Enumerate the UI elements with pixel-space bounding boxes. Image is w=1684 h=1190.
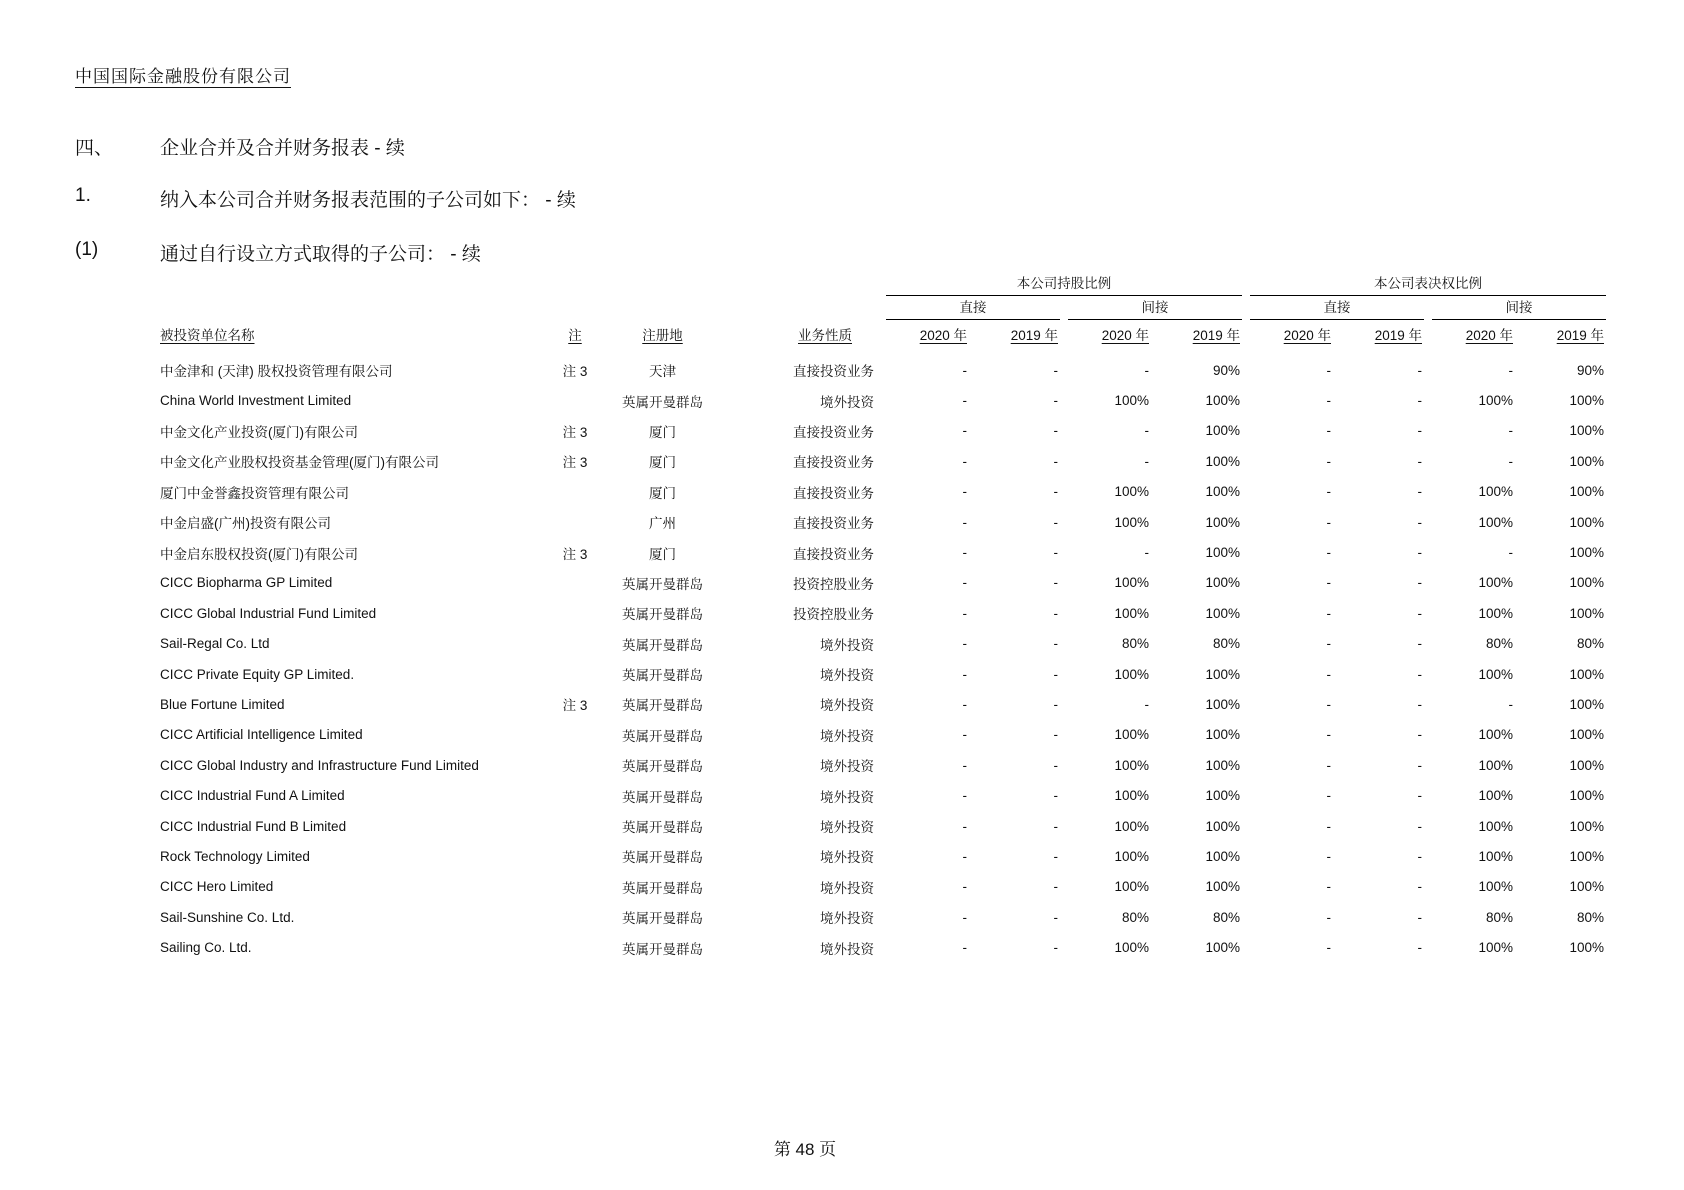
table-row	[160, 750, 1610, 780]
business-nature: 直接投资业务	[793, 485, 874, 501]
table-body	[160, 344, 1610, 963]
ratio-value: 100%	[1205, 575, 1240, 591]
company-name: CICC Global Industrial Fund Limited	[160, 605, 377, 621]
company-name: 中金文化产业投资(厦门)有限公司	[160, 424, 358, 440]
year-header: 2019 年	[1010, 328, 1058, 343]
ratio-value: 100%	[1478, 818, 1513, 834]
ratio-value: 100%	[1569, 757, 1604, 773]
ratio-value: 80%	[1576, 909, 1604, 925]
business-nature: 直接投资业务	[793, 364, 874, 380]
table-column-header-row	[160, 320, 1610, 344]
ratio-value: -	[1417, 636, 1422, 652]
ratio-value: 100%	[1205, 818, 1240, 834]
table-row	[160, 385, 1610, 415]
year-header: 2020 年	[919, 328, 967, 343]
header-spacer	[160, 272, 882, 296]
note-ref: 注 3	[562, 424, 588, 440]
ratio-value: -	[962, 362, 967, 378]
ratio-value: -	[1417, 848, 1422, 864]
ratio-value: 100%	[1114, 848, 1149, 864]
ratio-value: -	[1053, 514, 1058, 530]
registered-place: 英属开曼群岛	[622, 759, 703, 775]
note-ref	[545, 811, 605, 841]
ratio-value: 80%	[1485, 636, 1513, 652]
business-nature: 境外投资	[820, 941, 874, 957]
ratio-value: -	[1326, 514, 1331, 530]
section-heading-3	[75, 239, 1614, 266]
ratio-value: 100%	[1478, 514, 1513, 530]
ratio-value: -	[1144, 423, 1149, 439]
table-row	[160, 811, 1610, 841]
ratio-value: -	[1144, 362, 1149, 378]
table-row	[160, 932, 1610, 962]
ratio-value: 100%	[1205, 788, 1240, 804]
ratio-value: 100%	[1478, 848, 1513, 864]
ratio-value: -	[1417, 575, 1422, 591]
ratio-value: 100%	[1569, 788, 1604, 804]
ratio-value: -	[962, 818, 967, 834]
table-row	[160, 720, 1610, 750]
note-ref	[545, 659, 605, 689]
section-number: (1)	[75, 239, 99, 260]
ratio-value: 100%	[1478, 727, 1513, 743]
ratio-value: -	[1417, 788, 1422, 804]
ratio-value: -	[1417, 818, 1422, 834]
company-name: Blue Fortune Limited	[160, 696, 285, 712]
ratio-value: 100%	[1569, 514, 1604, 530]
note-ref	[545, 902, 605, 932]
ratio-value: 80%	[1212, 636, 1240, 652]
ratio-value: -	[1053, 666, 1058, 682]
ratio-value: -	[1508, 362, 1513, 378]
section-number: 四、	[75, 138, 114, 159]
ratio-value: 100%	[1569, 940, 1604, 956]
ratio-value: -	[1508, 453, 1513, 469]
ratio-value: -	[1053, 423, 1058, 439]
table-row	[160, 537, 1610, 567]
ratio-value: 100%	[1205, 848, 1240, 864]
table-row	[160, 416, 1610, 446]
ratio-value: 90%	[1576, 362, 1604, 378]
ratio-value: -	[1326, 575, 1331, 591]
ratio-value: -	[1417, 514, 1422, 530]
ratio-value: 100%	[1478, 788, 1513, 804]
ratio-value: -	[1326, 696, 1331, 712]
ratio-value: 100%	[1205, 605, 1240, 621]
company-name: CICC Biopharma GP Limited	[160, 575, 333, 591]
ratio-value: -	[1508, 696, 1513, 712]
ratio-value: 100%	[1205, 393, 1240, 409]
ratio-value: 100%	[1569, 484, 1604, 500]
ratio-value: -	[962, 545, 967, 561]
note-ref	[545, 780, 605, 810]
business-nature: 境外投资	[820, 394, 874, 410]
note-ref	[545, 629, 605, 659]
registered-place: 英属开曼群岛	[622, 394, 703, 410]
ratio-value: 80%	[1212, 909, 1240, 925]
ratio-value: 100%	[1478, 879, 1513, 895]
ratio-value: -	[1053, 818, 1058, 834]
sub-header-indirect: 间接	[1428, 296, 1610, 320]
ratio-value: 100%	[1569, 666, 1604, 682]
table-row	[160, 629, 1610, 659]
ratio-value: 100%	[1569, 545, 1604, 561]
ratio-value: -	[1053, 545, 1058, 561]
note-ref	[545, 720, 605, 750]
ratio-value: 100%	[1114, 605, 1149, 621]
ratio-value: -	[1326, 818, 1331, 834]
ratio-value: 100%	[1114, 727, 1149, 743]
registered-place: 英属开曼群岛	[622, 789, 703, 805]
ratio-value: -	[1053, 636, 1058, 652]
ratio-value: -	[962, 879, 967, 895]
ratio-value: -	[1053, 696, 1058, 712]
sub-header-direct: 直接	[1246, 296, 1428, 320]
company-name: 厦门中金誉鑫投资管理有限公司	[160, 485, 349, 501]
ratio-value: 100%	[1205, 879, 1240, 895]
table-row	[160, 355, 1610, 385]
table-row	[160, 659, 1610, 689]
section-title: 通过自行设立方式取得的子公司： - 续	[160, 244, 481, 265]
ratio-value: -	[1417, 423, 1422, 439]
ratio-value: -	[1144, 696, 1149, 712]
ratio-value: -	[1326, 757, 1331, 773]
registered-place: 英属开曼群岛	[622, 637, 703, 653]
ratio-value: -	[1144, 545, 1149, 561]
ratio-value: 100%	[1478, 605, 1513, 621]
ratio-value: -	[962, 605, 967, 621]
ratio-value: 100%	[1478, 484, 1513, 500]
subsidiaries-table	[160, 272, 1610, 963]
ratio-value: -	[1417, 909, 1422, 925]
registered-place: 英属开曼群岛	[622, 698, 703, 714]
business-nature: 直接投资业务	[793, 546, 874, 562]
ratio-value: -	[962, 575, 967, 591]
ratio-value: 100%	[1478, 940, 1513, 956]
ratio-value: 100%	[1478, 393, 1513, 409]
header-spacer	[160, 296, 882, 320]
ratio-value: 100%	[1569, 575, 1604, 591]
ratio-value: -	[1326, 909, 1331, 925]
ratio-value: 100%	[1205, 696, 1240, 712]
ratio-value: -	[962, 757, 967, 773]
ratio-value: -	[1417, 362, 1422, 378]
table-row	[160, 446, 1610, 476]
ratio-value: 100%	[1478, 575, 1513, 591]
note-ref	[545, 932, 605, 962]
registered-place: 厦门	[649, 485, 676, 501]
ratio-value: 100%	[1569, 423, 1604, 439]
ratio-value: -	[1417, 879, 1422, 895]
ratio-value: 100%	[1205, 545, 1240, 561]
ratio-value: -	[1508, 545, 1513, 561]
ratio-value: 100%	[1205, 484, 1240, 500]
note-ref	[545, 598, 605, 628]
registered-place: 英属开曼群岛	[622, 820, 703, 836]
table-group-header-row	[160, 272, 1610, 296]
ratio-value: -	[962, 636, 967, 652]
registered-place: 广州	[649, 516, 676, 532]
ratio-value: -	[1053, 879, 1058, 895]
business-nature: 境外投资	[820, 698, 874, 714]
ratio-value: 100%	[1205, 666, 1240, 682]
ratio-value: 100%	[1114, 757, 1149, 773]
ratio-value: -	[962, 727, 967, 743]
table-row	[160, 689, 1610, 719]
ratio-value: -	[1326, 605, 1331, 621]
ratio-value: 100%	[1205, 423, 1240, 439]
ratio-value: 80%	[1485, 909, 1513, 925]
col-header-business-nature: 业务性质	[798, 328, 852, 343]
company-name: CICC Industrial Fund A Limited	[160, 788, 345, 804]
ratio-value: -	[1417, 605, 1422, 621]
business-nature: 投资控股业务	[793, 607, 874, 623]
company-name: CICC Industrial Fund B Limited	[160, 818, 347, 834]
ratio-value: -	[1326, 940, 1331, 956]
year-header: 2019 年	[1192, 328, 1240, 343]
ratio-value: -	[1508, 423, 1513, 439]
ratio-value: -	[962, 393, 967, 409]
registered-place: 厦门	[649, 455, 676, 471]
ratio-value: 100%	[1114, 788, 1149, 804]
ratio-value: 100%	[1569, 605, 1604, 621]
note-ref	[545, 841, 605, 871]
ratio-value: -	[1326, 393, 1331, 409]
ratio-value: 90%	[1212, 362, 1240, 378]
company-name: 中金津和 (天津) 股权投资管理有限公司	[160, 364, 393, 380]
ratio-value: 100%	[1569, 453, 1604, 469]
table-sub-header-row	[160, 296, 1610, 320]
ratio-value: -	[1326, 362, 1331, 378]
company-name: Rock Technology Limited	[160, 848, 310, 864]
note-ref	[545, 477, 605, 507]
business-nature: 直接投资业务	[793, 455, 874, 471]
ratio-value: 100%	[1569, 696, 1604, 712]
ratio-value: 100%	[1205, 514, 1240, 530]
ratio-value: -	[1417, 453, 1422, 469]
company-name: Sail-Sunshine Co. Ltd.	[160, 909, 295, 925]
ratio-value: -	[1053, 848, 1058, 864]
ratio-value: -	[1053, 453, 1058, 469]
ratio-value: 100%	[1569, 818, 1604, 834]
business-nature: 境外投资	[820, 880, 874, 896]
ratio-value: 100%	[1478, 666, 1513, 682]
col-header-note: 注	[568, 328, 582, 343]
company-name: 中金启东股权投资(厦门)有限公司	[160, 546, 358, 562]
ratio-value: -	[962, 423, 967, 439]
ratio-value: -	[1326, 727, 1331, 743]
business-nature: 境外投资	[820, 759, 874, 775]
table-row	[160, 902, 1610, 932]
registered-place: 英属开曼群岛	[622, 911, 703, 927]
ratio-value: -	[1326, 453, 1331, 469]
ratio-value: -	[962, 848, 967, 864]
ratio-value: -	[962, 453, 967, 469]
ratio-value: 100%	[1114, 484, 1149, 500]
registered-place: 英属开曼群岛	[622, 850, 703, 866]
ratio-value: -	[1326, 879, 1331, 895]
ratio-value: -	[962, 484, 967, 500]
registered-place: 英属开曼群岛	[622, 668, 703, 684]
business-nature: 投资控股业务	[793, 576, 874, 592]
business-nature: 直接投资业务	[793, 424, 874, 440]
ratio-value: -	[962, 514, 967, 530]
note-ref	[545, 385, 605, 415]
ratio-value: -	[1053, 605, 1058, 621]
year-header: 2020 年	[1465, 328, 1513, 343]
col-header-registered-place: 注册地	[642, 328, 683, 343]
ratio-value: -	[1417, 696, 1422, 712]
business-nature: 境外投资	[820, 637, 874, 653]
ratio-value: -	[1144, 453, 1149, 469]
ratio-value: -	[1326, 636, 1331, 652]
ratio-value: -	[1417, 757, 1422, 773]
registered-place: 英属开曼群岛	[622, 607, 703, 623]
ratio-value: 100%	[1478, 757, 1513, 773]
year-header: 2019 年	[1374, 328, 1422, 343]
business-nature: 境外投资	[820, 820, 874, 836]
note-ref: 注 3	[562, 455, 588, 471]
business-nature: 境外投资	[820, 789, 874, 805]
section-heading-2	[75, 185, 1614, 212]
ratio-value: 80%	[1576, 636, 1604, 652]
ratio-value: -	[1417, 727, 1422, 743]
ratio-value: 100%	[1205, 757, 1240, 773]
ratio-value: -	[1326, 848, 1331, 864]
ratio-value: -	[1053, 575, 1058, 591]
ratio-value: -	[1053, 909, 1058, 925]
ratio-value: -	[1417, 666, 1422, 682]
company-name: Sail-Regal Co. Ltd	[160, 636, 270, 652]
sub-header-direct: 直接	[882, 296, 1064, 320]
section-title: 纳入本公司合并财务报表范围的子公司如下： - 续	[160, 190, 576, 211]
registered-place: 厦门	[649, 424, 676, 440]
ratio-value: -	[1053, 393, 1058, 409]
ratio-value: 100%	[1114, 666, 1149, 682]
table-row	[160, 598, 1610, 628]
company-name: 中金启盛(广州)投资有限公司	[160, 516, 331, 532]
ratio-value: -	[962, 666, 967, 682]
ratio-value: 100%	[1114, 514, 1149, 530]
ratio-value: 100%	[1569, 727, 1604, 743]
ratio-value: 80%	[1121, 909, 1149, 925]
sub-header-indirect: 间接	[1064, 296, 1246, 320]
registered-place: 英属开曼群岛	[622, 728, 703, 744]
ratio-value: -	[962, 788, 967, 804]
ratio-value: -	[1326, 788, 1331, 804]
ratio-value: -	[1417, 484, 1422, 500]
company-name: 中金文化产业股权投资基金管理(厦门)有限公司	[160, 455, 439, 471]
ratio-value: 100%	[1114, 818, 1149, 834]
registered-place: 英属开曼群岛	[622, 576, 703, 592]
business-nature: 境外投资	[820, 911, 874, 927]
note-ref	[545, 507, 605, 537]
ratio-value: -	[1326, 423, 1331, 439]
business-nature: 境外投资	[820, 850, 874, 866]
ratio-value: -	[962, 909, 967, 925]
ratio-value: 100%	[1114, 940, 1149, 956]
ratio-value: -	[1326, 545, 1331, 561]
business-nature: 境外投资	[820, 728, 874, 744]
ratio-value: -	[1053, 362, 1058, 378]
note-ref	[545, 568, 605, 598]
registered-place: 厦门	[649, 546, 676, 562]
ratio-value: -	[962, 696, 967, 712]
ratio-value: -	[1417, 940, 1422, 956]
registered-place: 英属开曼群岛	[622, 941, 703, 957]
ratio-value: 80%	[1121, 636, 1149, 652]
ratio-value: 100%	[1569, 848, 1604, 864]
table-row	[160, 780, 1610, 810]
company-name: China World Investment Limited	[160, 393, 352, 409]
company-name: CICC Artificial Intelligence Limited	[160, 727, 363, 743]
table-row	[160, 477, 1610, 507]
subsidiaries-table-wrap	[160, 272, 1614, 963]
section-number: 1.	[75, 185, 91, 206]
group-header-voting: 本公司表决权比例	[1246, 272, 1610, 296]
table-row	[160, 507, 1610, 537]
ratio-value: 100%	[1205, 727, 1240, 743]
business-nature: 直接投资业务	[793, 516, 874, 532]
company-title: 中国国际金融股份有限公司	[75, 67, 291, 86]
ratio-value: 100%	[1114, 393, 1149, 409]
section-heading-1	[75, 133, 1614, 160]
company-name: Sailing Co. Ltd.	[160, 940, 252, 956]
year-header: 2020 年	[1101, 328, 1149, 343]
year-header: 2019 年	[1556, 328, 1604, 343]
ratio-value: -	[1417, 545, 1422, 561]
ratio-value: -	[1053, 788, 1058, 804]
page-footer: 第 48 页	[773, 1140, 837, 1159]
ratio-value: 100%	[1114, 879, 1149, 895]
business-nature: 境外投资	[820, 668, 874, 684]
ratio-value: -	[1326, 666, 1331, 682]
registered-place: 天津	[649, 364, 676, 380]
table-row	[160, 568, 1610, 598]
note-ref: 注 3	[562, 364, 588, 380]
ratio-value: -	[962, 940, 967, 956]
ratio-value: -	[1053, 484, 1058, 500]
group-header-shareholding: 本公司持股比例	[882, 272, 1246, 296]
year-header: 2020 年	[1283, 328, 1331, 343]
ratio-value: -	[1053, 940, 1058, 956]
note-ref: 注 3	[562, 546, 588, 562]
company-name: CICC Hero Limited	[160, 879, 274, 895]
company-name: CICC Global Industry and Infrastructure Fund Limited	[160, 757, 479, 773]
table-row	[160, 872, 1610, 902]
ratio-value: 100%	[1569, 879, 1604, 895]
table-row	[160, 841, 1610, 871]
col-header-investee-name: 被投资单位名称	[160, 328, 255, 343]
ratio-value: -	[1053, 727, 1058, 743]
note-ref	[545, 750, 605, 780]
ratio-value: -	[1417, 393, 1422, 409]
note-ref: 注 3	[562, 698, 588, 714]
section-title: 企业合并及合并财务报表 - 续	[160, 138, 405, 159]
ratio-value: 100%	[1205, 453, 1240, 469]
ratio-value: 100%	[1114, 575, 1149, 591]
ratio-value: -	[1053, 757, 1058, 773]
registered-place: 英属开曼群岛	[622, 880, 703, 896]
ratio-value: 100%	[1205, 940, 1240, 956]
company-name: CICC Private Equity GP Limited.	[160, 666, 355, 682]
ratio-value: -	[1326, 484, 1331, 500]
ratio-value: 100%	[1569, 393, 1604, 409]
note-ref	[545, 872, 605, 902]
